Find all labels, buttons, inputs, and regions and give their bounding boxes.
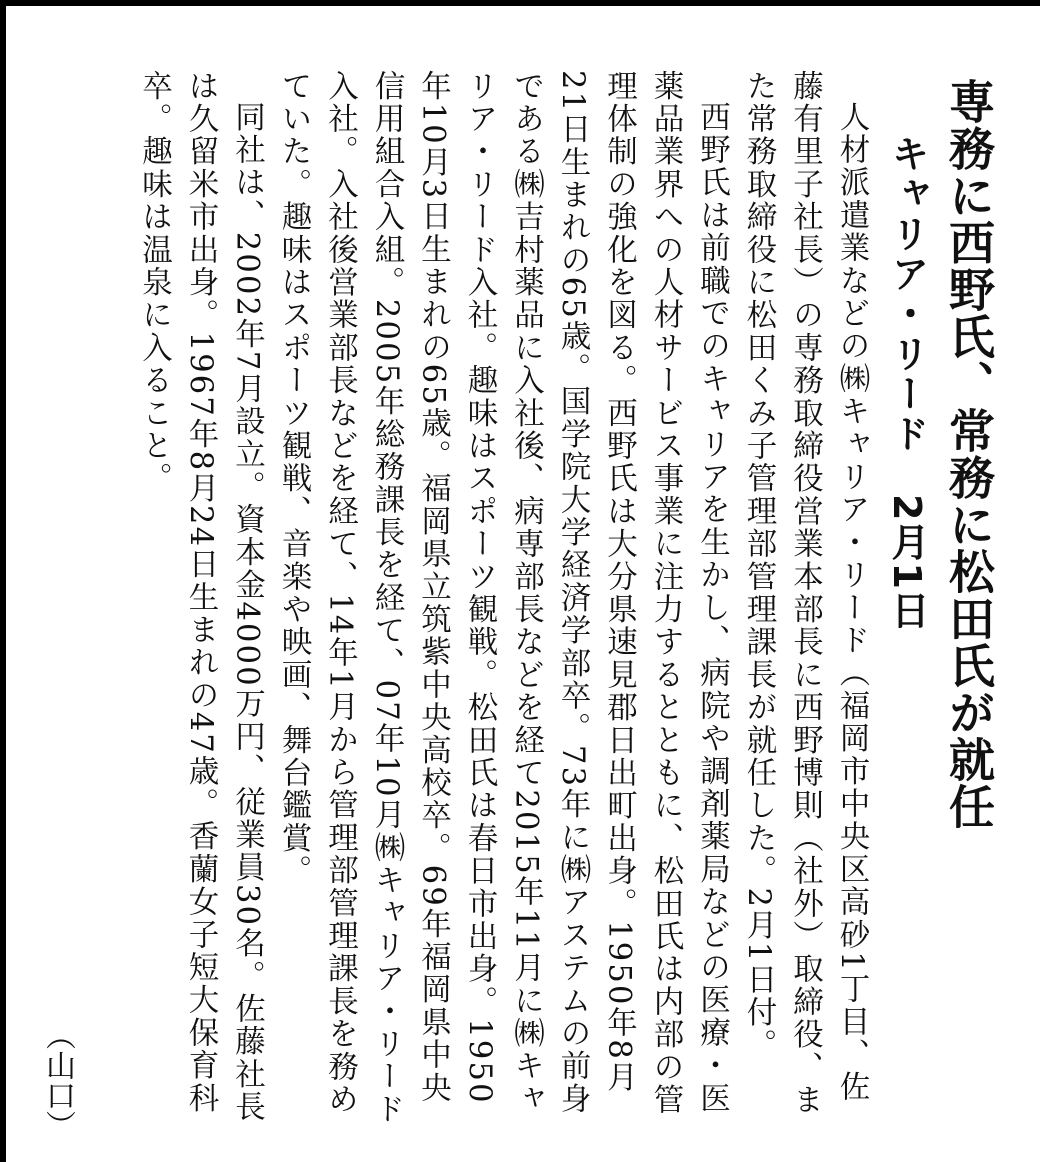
- paragraph-3: 同社は、2002年7月設立。資本金4000万円、従業員30名。佐藤社長は久留米市出身。1967年8月24日生まれの47歳。香蘭女子短大保育科卒。趣味は温泉に入ること。: [136, 70, 265, 1123]
- paragraph-1: 人材派遣業などの㈱キャリア・リード（福岡市中央区高砂1丁目、佐藤有里子社長）の専務取締役営業本部長に西野博則（社外）取締役、また常務取締役に松田くみ子管理部管理課長が就任した。2月1日付。: [741, 70, 869, 1117]
- subheadline: キャリア・リード 2月1日: [885, 134, 929, 631]
- headline: 専務に西野氏、常務に松田氏が就任: [942, 78, 996, 830]
- top-border: [0, 0, 1040, 6]
- article-body: [0, 70, 874, 1130]
- paragraph-2: 西野氏は前職でのキャリアを生かし、病院や調剤薬局などの医療・医薬品業界への人材サービス事業に注力するとともに、松田氏は内部の管理体制の強化を図る。西野氏は大分県速見郡日出町出身。1950年8月21日生まれの65歳。国学院大学経済学部卒。73年に㈱アステムの前身である㈱吉村薬品に入社後、病専部長などを経て2015年11月に㈱キャリア・リード入社。趣味はスポーツ観戦。松田氏は春日市出身。1950年10月3日生まれの65歳。福岡県立筑紫中央高校卒。69年福岡県中央信用組合入組。2005年総務課長を経て、07年10月㈱キャリア・リード入社。入社後営業部長などを経て、14年1月から管理部管理課長を務めていた。趣味はスポーツ観戦、音楽や映画、舞台鑑賞。: [276, 70, 730, 1126]
- byline: （山口）: [40, 1020, 75, 1140]
